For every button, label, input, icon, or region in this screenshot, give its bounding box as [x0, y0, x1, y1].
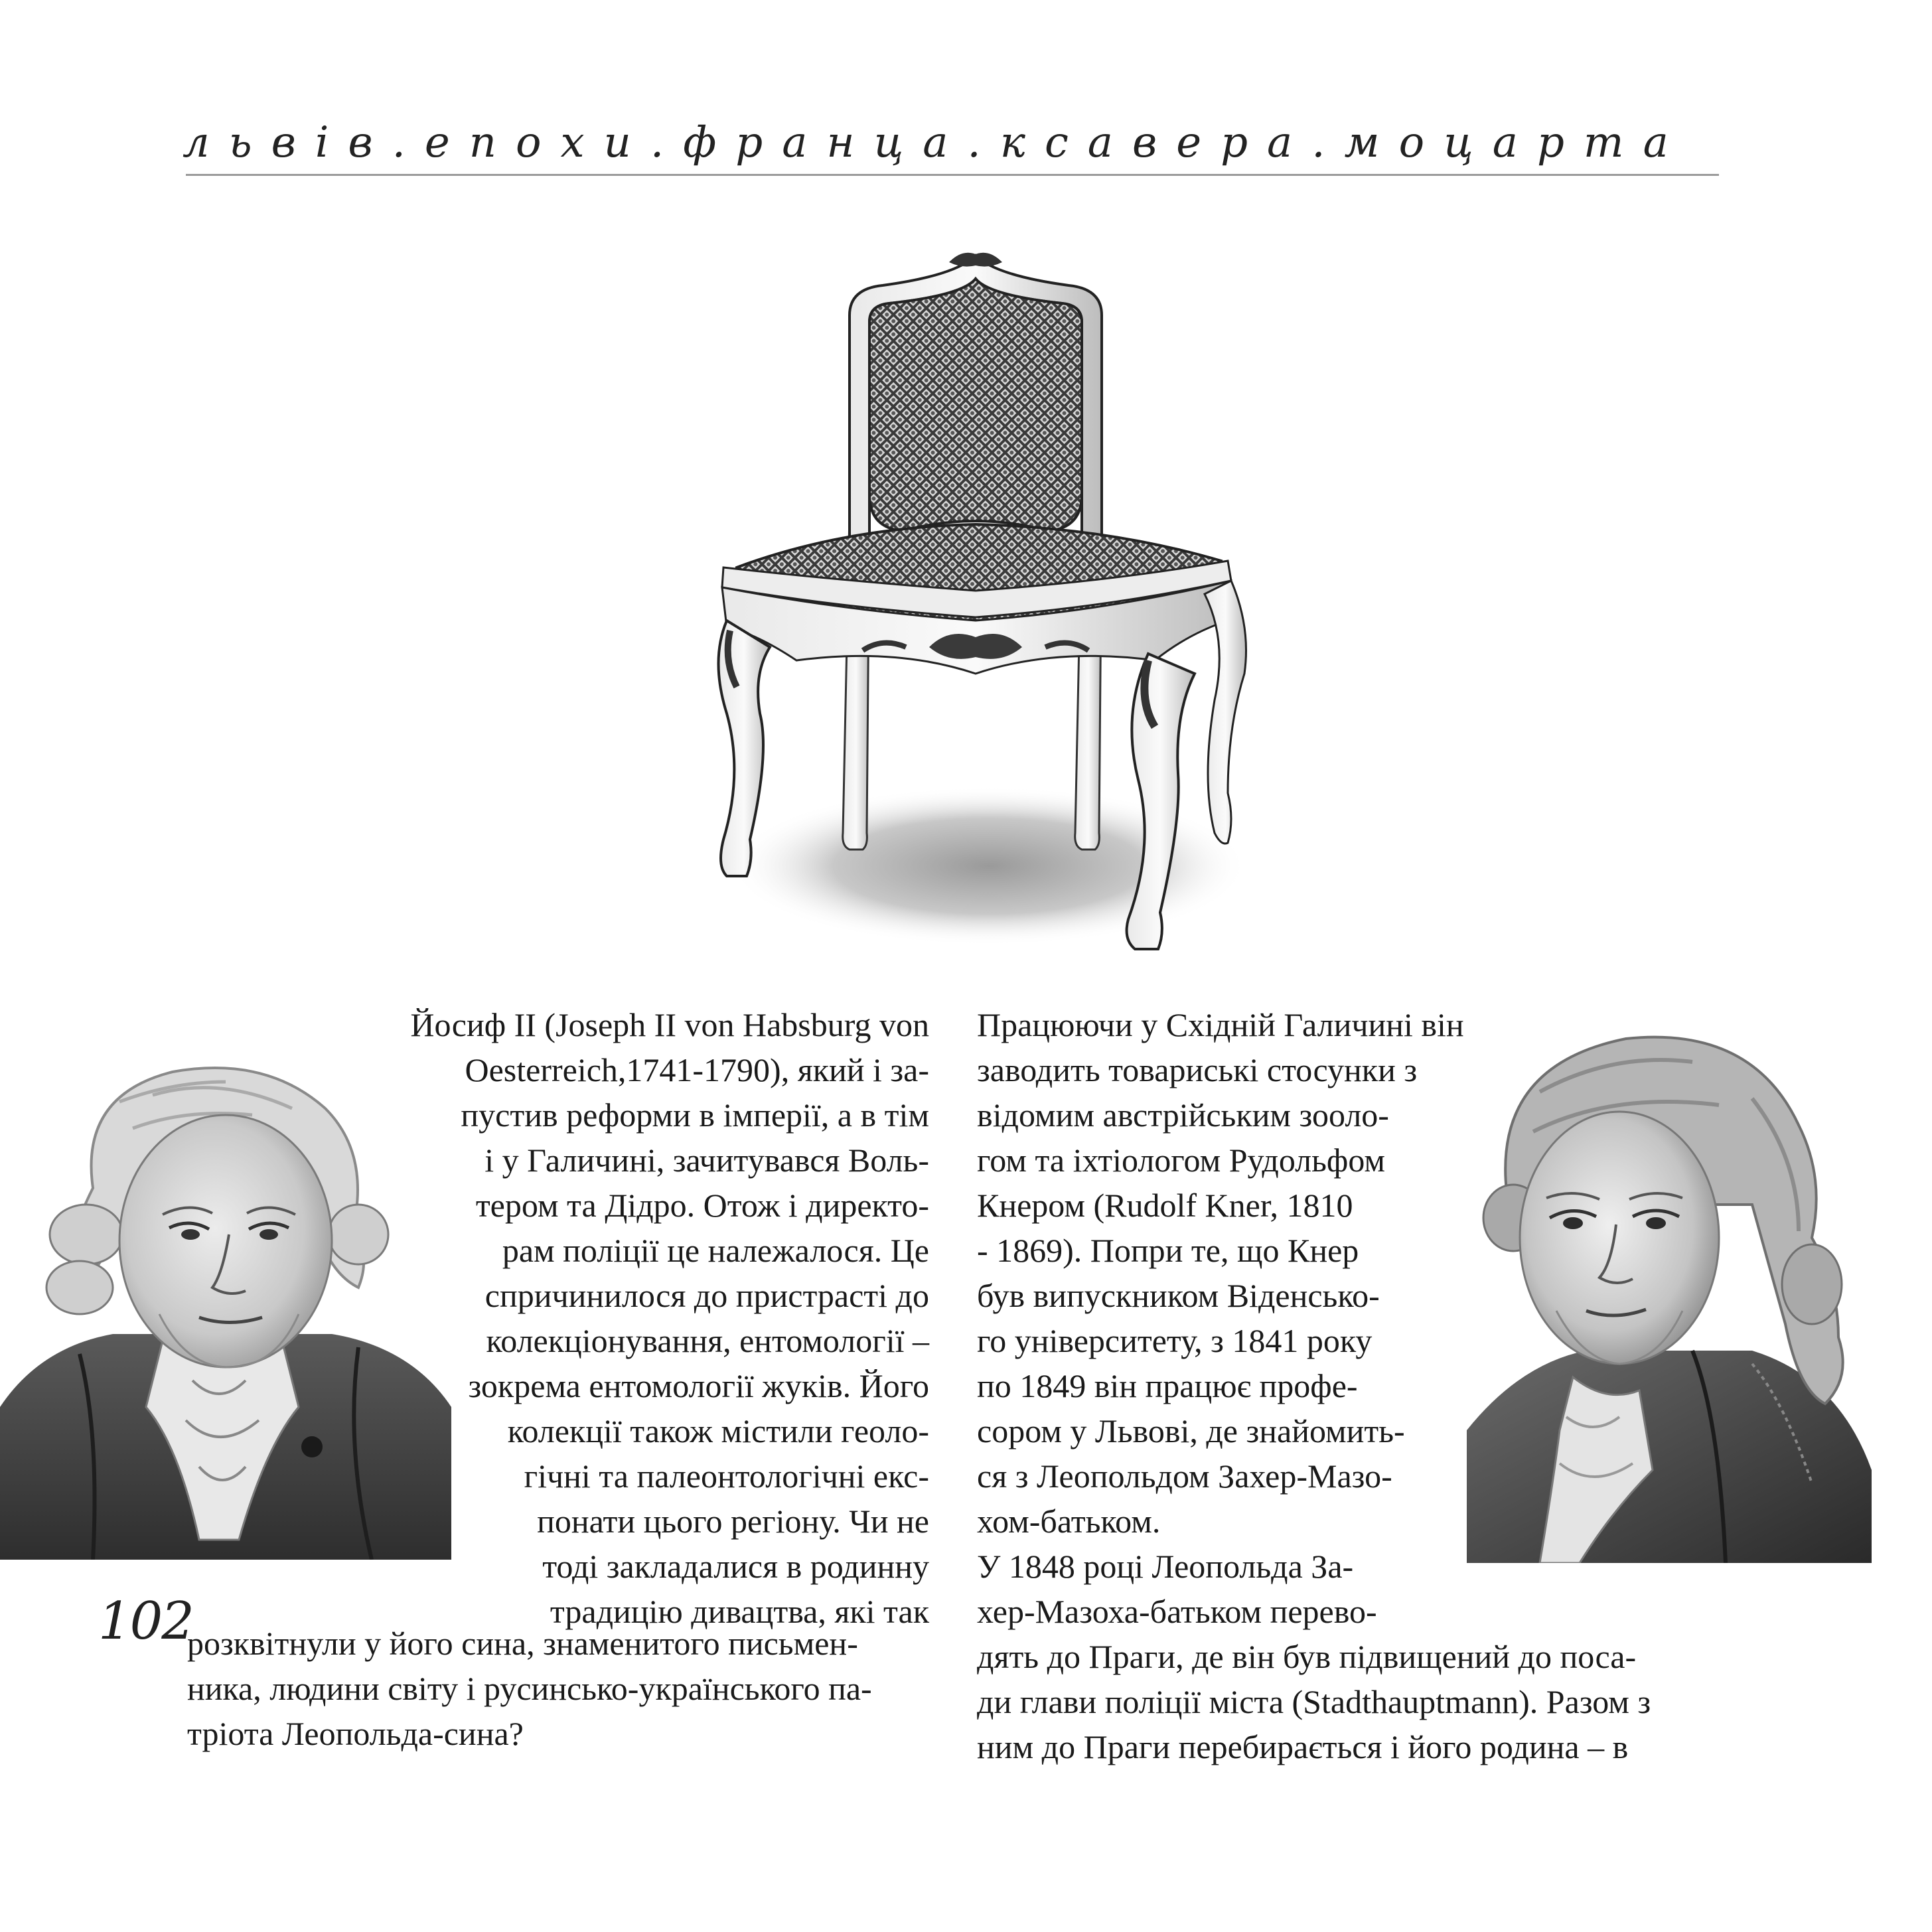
text-line: Працюючи у Східній Галичині він: [977, 1006, 1464, 1043]
text-line: ся з Леопольдом Захер-Мазо-: [977, 1457, 1392, 1495]
right-column-text: [977, 1002, 1727, 1769]
text-line: тером та Дідро. Отож і директо-: [475, 1187, 929, 1224]
left-column-text: [199, 1002, 929, 1634]
text-line: рам поліції це належалося. Це: [502, 1232, 929, 1269]
text-line: тоді закладалися в родинну: [542, 1548, 929, 1585]
text-line: ним до Праги перебирається і його родина – в: [977, 1728, 1629, 1765]
text-line: У 1848 році Леопольда За-: [977, 1548, 1354, 1585]
text-line: го університету, з 1841 року: [977, 1322, 1373, 1359]
page-number: 102: [98, 1592, 193, 1651]
text-line: по 1849 він працює профе-: [977, 1367, 1358, 1404]
text-line: хер-Мазоха-батьком перево-: [977, 1593, 1377, 1630]
text-line: був випускником Віденсько-: [977, 1277, 1380, 1314]
header-rule: [186, 174, 1719, 176]
text-line: традицію дивацтва, які так: [550, 1593, 929, 1630]
text-line: колекції також містили геоло-: [507, 1412, 929, 1449]
running-header-title: львів.епохи.франца.ксавера.моцарта: [183, 118, 1688, 167]
text-line: понати цього регіону. Чи не: [537, 1503, 929, 1540]
text-line: гом та іхтіологом Рудольфом: [977, 1142, 1386, 1179]
text-line: тріота Леопольда-сина?: [187, 1715, 524, 1752]
text-line: сором у Львові, де знайомить-: [977, 1412, 1405, 1449]
text-line: - 1869). Попри те, що Кнер: [977, 1232, 1359, 1269]
text-line: ника, людини світу і русинсько-українського па-: [187, 1670, 872, 1707]
text-line: зокрема ентомології жуків. Його: [468, 1367, 929, 1404]
text-line: і у Галичині, зачитувався Воль-: [484, 1142, 929, 1179]
text-line: Кнером (Rudolf Kner, 1810: [977, 1187, 1353, 1224]
text-line: Йосиф II (Joseph II von Habsburg von: [410, 1006, 929, 1043]
text-line: спричинилося до пристрасті до: [484, 1277, 929, 1314]
text-line: гічні та палеонтологічні екс-: [524, 1457, 929, 1495]
text-line: відомим австрійським зооло-: [977, 1096, 1389, 1134]
text-line: пустив реформи в імперії, а в тім: [461, 1096, 929, 1134]
rococo-chair-illustration: [644, 249, 1268, 966]
text-line: Oesterreich,1741-1790), який і за-: [465, 1051, 929, 1088]
text-line: заводить товариські стосунки з: [977, 1051, 1418, 1088]
text-line: ди глави поліції міста (Stadthauptmann). Разом з: [977, 1683, 1651, 1720]
text-line: колекціонування, ентомології –: [486, 1322, 929, 1359]
left-column-text-continued: [187, 1621, 930, 1756]
text-line: хом-батьком.: [977, 1503, 1161, 1540]
text-line: дять до Праги, де він був підвищений до поса-: [977, 1638, 1637, 1675]
text-line: розквітнули у його сина, знаменитого письмен-: [187, 1625, 858, 1662]
